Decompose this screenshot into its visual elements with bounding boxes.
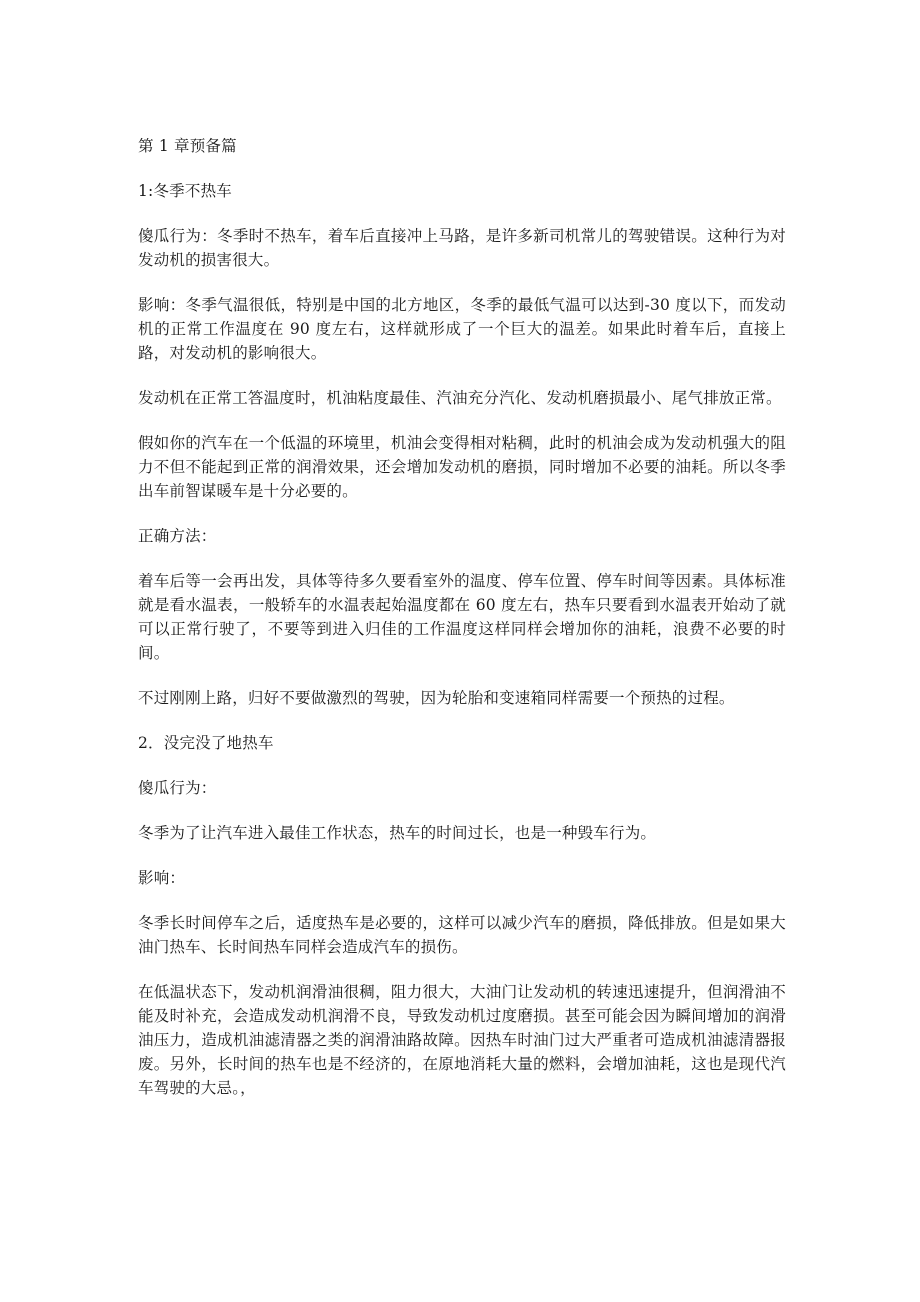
subheading: 正确方法： — [138, 527, 217, 545]
subheading: 影响： — [138, 869, 186, 887]
section-heading-2: 2．没完没了地热车 — [138, 734, 274, 752]
paragraph: 冬季为了让汽车进入最佳工作状态，热车的时间过长，也是一种毁车行为。 — [138, 824, 657, 842]
paragraph: 冬季长时间停车之后，适度热车是必要的，这样可以减少汽车的磨损，降低排放。但是如果大油门热车、长时间热车同样会造成汽车的损伤。 — [138, 914, 786, 956]
paragraph: 假如你的汽车在一个低温的环境里，机油会变得相对粘稠，此时的机油会成为发动机强大的阻力不但不能起到正常的润滑效果，还会增加发动机的磨损，同时增加不必要的油耗。所以冬季出车前智谋暖车是十分必要的。 — [138, 434, 786, 500]
paragraph: 发动机在正常工答温度时，机油粘度最佳、汽油充分汽化、发动机磨损最小、尾气排放正常。 — [138, 389, 782, 407]
paragraph: 在低温状态下，发动机润滑油很稠，阻力很大，大油门让发动机的转速迅速提升，但润滑油不能及时补充，会造成发动机润滑不良，导致发动机过度磨损。甚至可能会因为瞬间增加的润滑油压力，造成机油滤清器之类的润滑油路故障。因热车时油门过大严重者可造成机油滤清器报废。另外，长时间的热车也是不经济的，在原地消耗大量的燃料，会增加油耗，这也是现代汽车驾驶的大忌。， — [138, 983, 786, 1097]
paragraph: 傻瓜行为：冬季时不热车，着车后直接冲上马路，是许多新司机常儿的驾驶错误。这种行为对发动机的损害很大。 — [138, 227, 786, 269]
chapter-title: 第 1 章预备篇 — [138, 137, 237, 155]
paragraph: 着车后等一会再出发，具体等待多久要看室外的温度、停车位置、停车时间等因素。具体标准就是看水温表，一般轿车的水温表起始温度都在 60 度左右，热车只要看到水温表开始动了就可以正常行驶了，不要等到进入归佳的工作温度这样同样会增加你的油耗，浪费不必要的时间。 — [138, 572, 786, 662]
document-body — [138, 134, 786, 1121]
paragraph: 影响：冬季气温很低，特别是中国的北方地区，冬季的最低气温可以达到-30 度以下，而发动机的正常工作温度在 90 度左右，这样就形成了一个巨大的温差。如果此时着车后，直接上路，对发动机的影响很大。 — [138, 296, 786, 362]
paragraph: 不过刚刚上路，归好不要做激烈的驾驶，因为轮胎和变速箱同样需要一个预热的过程。 — [138, 689, 735, 707]
section-heading-1: 1:冬季不热车 — [138, 182, 232, 200]
subheading: 傻瓜行为： — [138, 779, 217, 797]
